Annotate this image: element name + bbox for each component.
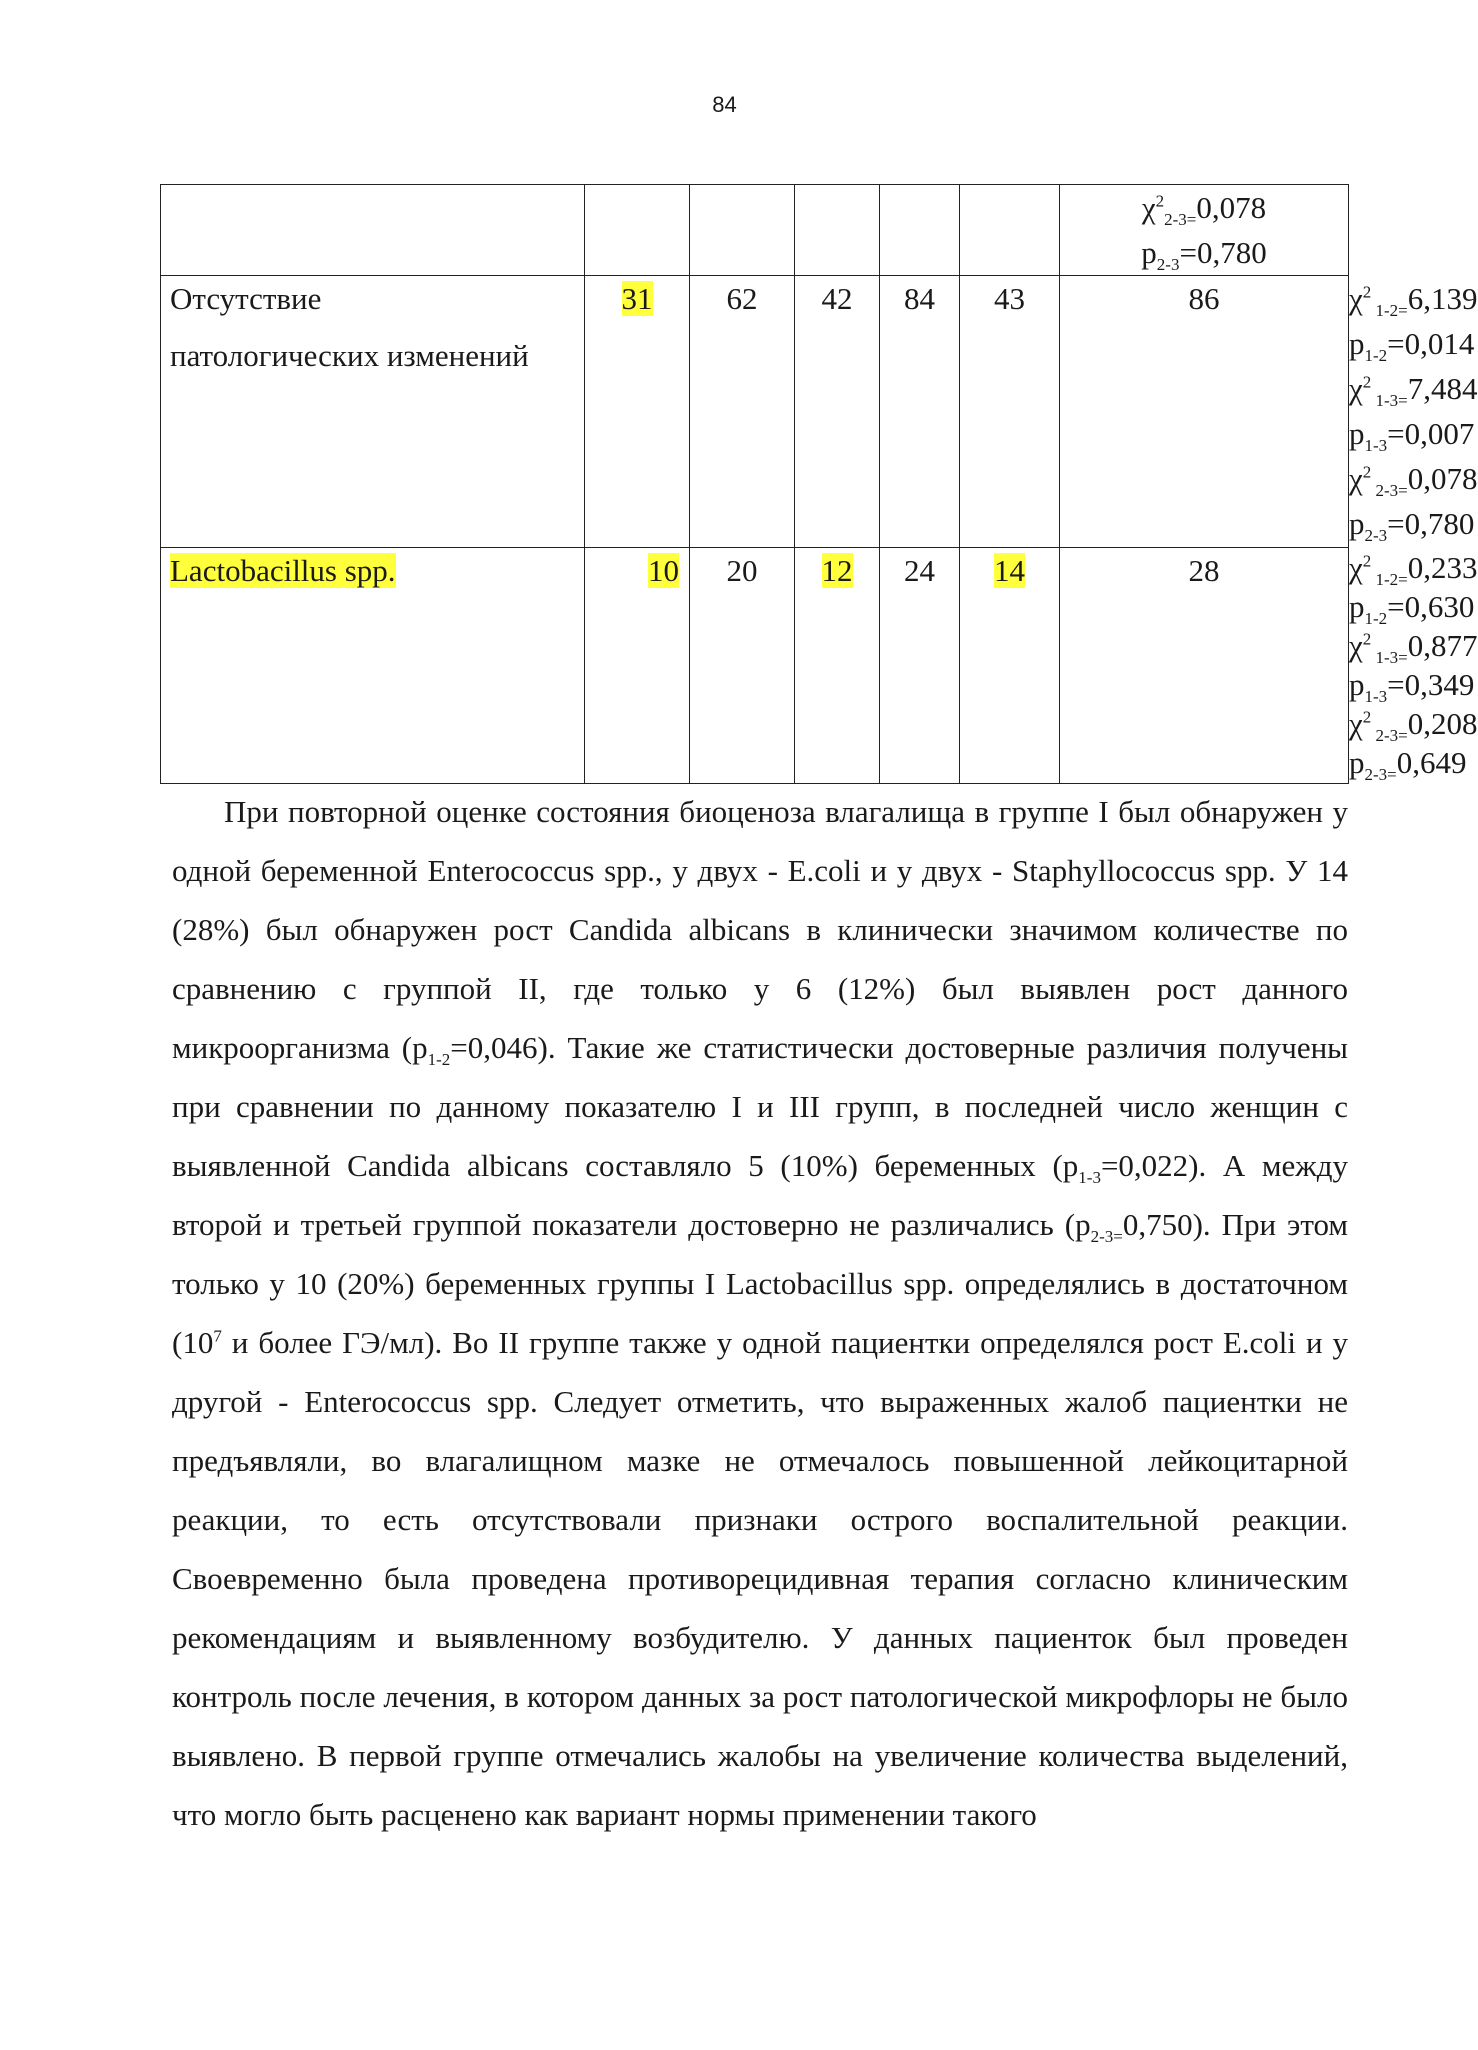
value-cell: 10 xyxy=(585,548,690,784)
stat-line: $\chi^2_{2-3=}0,078$ xyxy=(1141,190,1267,230)
value-cell: 28 xyxy=(1060,548,1349,784)
row-label: Отсутствие патологических изменений xyxy=(161,276,585,548)
stat-line: $p_{2-3}=0,780$ xyxy=(1141,235,1267,275)
value-cell: 42 xyxy=(795,276,880,548)
value-cell: 86 xyxy=(1060,276,1349,548)
table-cell-empty xyxy=(795,185,880,276)
table-row xyxy=(161,185,1349,276)
table-cell-empty xyxy=(960,185,1060,276)
table-cell-empty xyxy=(585,185,690,276)
table-cell-empty xyxy=(161,185,585,276)
value-cell: 14 xyxy=(960,548,1060,784)
value-cell: 62 xyxy=(690,276,795,548)
value-cell: 12 xyxy=(795,548,880,784)
table-cell-empty xyxy=(880,185,960,276)
value-cell: 43 xyxy=(960,276,1060,548)
value-cell: 31 xyxy=(585,276,690,548)
row-label: Lactobacillus spp. xyxy=(161,548,585,784)
paragraph-text: При повторной оценке состояния биоценоза влагалища в группе I был обнаружен у одной беременной Enterococcus spp., у двух - E.coli и у двух - Staphyllococcus spp. У 14 (28%) был обнаружен рост Candida albicans в клинически значимом количестве по сравнению с группой II, где только у 6 (12%) был выявлен рост данного микроорганизма $(p_{1-2}=0,046)$. Такие же статистически достоверные различия получены при сравнении по данному показателю I и III групп, в последней число женщин с выявленной Candida albicans составляло 5 (10%) беременных $(p_{1-3}=0,022)$. А между второй и третьей группой показатели достоверно не различались $(p_{2-3=}0,750)$. При этом только у 10 (20%) беременных группы I Lactobacillus spp. определялись в достаточном ($10^7$ и более ГЭ/мл). Во II группе также у одной пациентки определялся рост E.coli и у другой - Enterococcus spp. Следует отметить, что выраженных жалоб пациентки не предъявляли, во влагалищном мазке не отмечалось повышенной лейкоцитарной реакции, то есть отсутствовали признаки острого воспалительной реакции. Своевременно была проведена противорецидивная терапия согласно клиническим рекомендациям и выявленному возбудителю. У данных пациенток был проведен контроль после лечения, в котором данных за рост патологической микрофлоры не было выявлено. В первой группе отмечались жалобы на увеличение количества выделений, что могло быть расценено как вариант нормы применении такого xyxy=(172,794,1348,1832)
table-row: Lactobacillus spp. 10 20 12 24 14 28 $\chi^2$ $_{1-2=}$0,233 $p_{1-2}=0,630$ $\chi^2$ $_{1-3=}$0,877 $p_{1-3}=0,349$ $\chi^2$ $_{2-3=}$0,208 $p_{2-3=}0,649$ xyxy=(161,548,1349,784)
body-paragraph xyxy=(172,782,1348,1844)
value-cell: 20 xyxy=(690,548,795,784)
page-number: 84 xyxy=(712,92,737,117)
table-cell-empty xyxy=(690,185,795,276)
table-row: Отсутствие патологических изменений 31 62 42 84 43 86 $\chi^2$ $_{1-2=}$6,139 $p_{1-2}=0,014$ $\chi^2$ $_{1-3=}$7,484 $p_{1-3}=0,007$ $\chi^2$ $_{2-3=}$0,078 $p_{2-3}=0,780$ xyxy=(161,276,1349,548)
value-cell: 24 xyxy=(880,548,960,784)
results-table xyxy=(160,184,1478,785)
stats-cell xyxy=(1060,185,1349,276)
value-cell: 84 xyxy=(880,276,960,548)
